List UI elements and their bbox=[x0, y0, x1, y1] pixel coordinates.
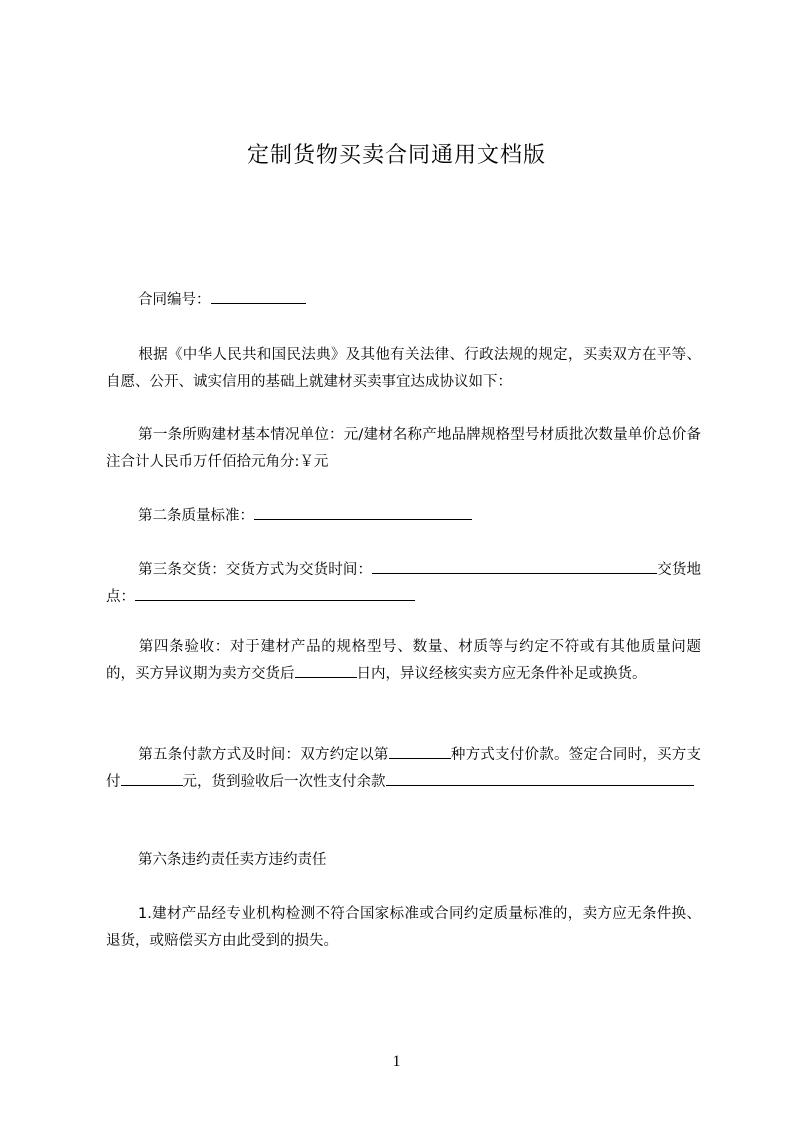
document-title: 定制货物买卖合同通用文档版 bbox=[246, 143, 546, 168]
delivery-place-blank bbox=[135, 585, 415, 601]
delivery-time-blank bbox=[372, 558, 657, 574]
article-4-text-b: 日内，异议经核实卖方应无条件补足或换货。 bbox=[356, 666, 647, 682]
article-3-text-b: 交货地点： bbox=[106, 562, 701, 605]
article-3-paragraph bbox=[106, 557, 701, 611]
balance-payment-blank-b bbox=[616, 770, 694, 786]
page-number: 1 bbox=[392, 1053, 401, 1070]
article-5-text-b: 种方式支付价款。签定合同时，买方支付 bbox=[106, 747, 702, 790]
balance-payment-blank-a bbox=[386, 770, 616, 786]
intro-text: 根据《中华人民共和国民法典》及其他有关法律、行政法规的规定，买卖双方在平等、自愿、公开、诚实信用的基础上就建材买卖事宜达成协议如下： bbox=[106, 347, 701, 390]
objection-days-blank bbox=[295, 662, 357, 678]
article-4-text-a: 第四条验收：对于建材产品的规格型号、数量、材质等与约定不符或有其他质量问题的，买方异议期为卖方交货后 bbox=[106, 639, 701, 682]
item-1-paragraph bbox=[106, 901, 701, 955]
down-payment-blank bbox=[121, 770, 183, 786]
article-5-text-a: 第五条付款方式及时间：双方约定以第 bbox=[138, 747, 389, 763]
article-1-paragraph bbox=[106, 422, 701, 476]
article-6-text: 第六条违约责任卖方违约责任 bbox=[138, 852, 327, 868]
article-5-paragraph bbox=[106, 742, 701, 796]
item-1-text: 1.建材产品经专业机构检测不符合国家标准或合同约定质量标准的，卖方应无条件换、退货，或赔偿买方由此受到的损失。 bbox=[106, 906, 701, 949]
article-2-label: 第二条质量标准： bbox=[138, 508, 254, 524]
article-4-paragraph bbox=[106, 634, 701, 688]
article-5-text-c: 元，货到验收后一次性支付余款 bbox=[182, 774, 386, 790]
article-1-text: 第一条所购建材基本情况单位：元/建材名称产地品牌规格型号材质批次数量单价总价备注合计人民币万仟佰拾元角分:￥元 bbox=[106, 427, 701, 470]
article-2-paragraph bbox=[106, 503, 701, 530]
contract-number-blank bbox=[211, 288, 306, 304]
intro-paragraph bbox=[106, 342, 701, 396]
contract-number-label: 合同编号： bbox=[138, 292, 211, 308]
contract-number-line bbox=[106, 287, 701, 314]
article-3-text-a: 第三条交货：交货方式为交货时间： bbox=[138, 562, 373, 578]
article-6-heading bbox=[106, 847, 701, 874]
payment-method-blank bbox=[389, 743, 451, 759]
quality-standard-blank bbox=[254, 504, 472, 520]
